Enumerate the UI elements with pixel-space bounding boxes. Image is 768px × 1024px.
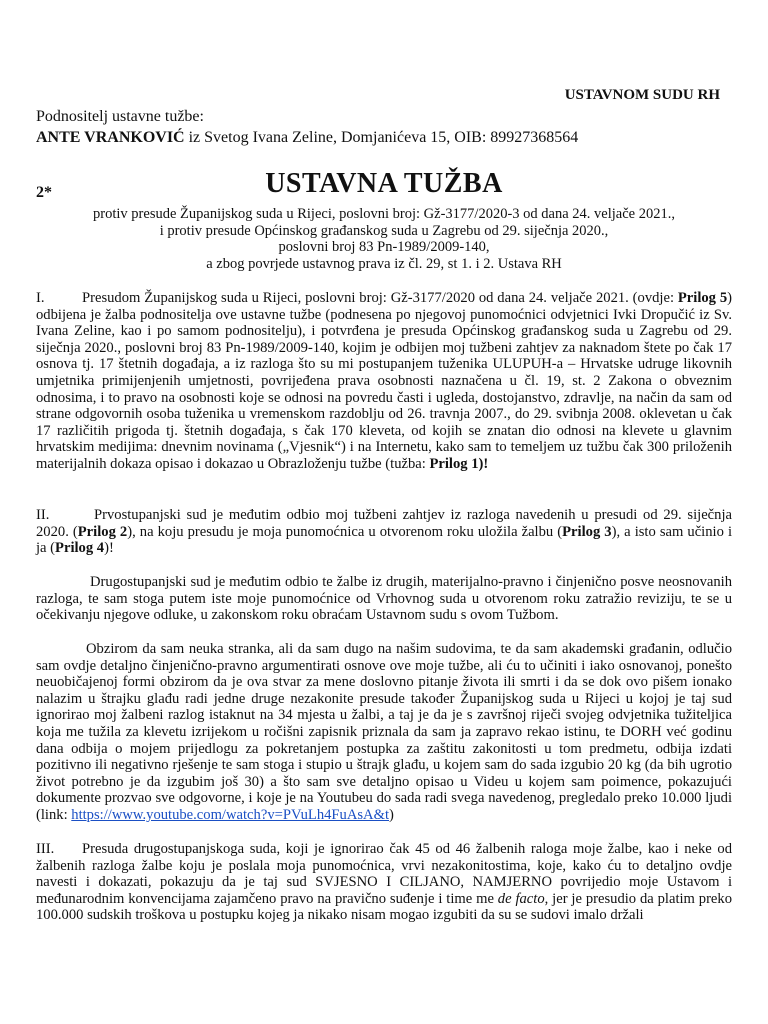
title-subtitle: [0, 206, 768, 272]
paragraph-1-text-a: Presudom Županijskog suda u Rijeci, poslovni broj: Gž-3177/2020 od dana 24. veljače 2021. (ovdje:: [82, 290, 678, 306]
attachment-ref-prilog-5: Prilog 5: [677, 290, 728, 306]
paragraph-2-text-a: Prvostupanjski sud je međutim odbio moj tužbeni zahtjev iz razloga navedenih u presudi od 29. siječnja 2020. (: [36, 507, 732, 540]
paragraph-2-text-b: ), na koju presudu je moja punomoćnica u otvorenom roku uložila žalbu (: [127, 523, 563, 540]
paragraph-4-text: Obzirom da sam neuka stranka, ali da sam dugo na našim sudovima, te da sam akademski građanin, odlučio sam ovdje detaljno činjenično-pravno argumentirati osnove ove moje tužbe, ali ću to učiniti i iako osnovanoj, ponešto neuobičajenoj formi obzirom da je ova stvar za mene doslovno pitanje života ili smrti i da se dok ovo pišem ionako nalazim u štrajku glađu radi jedne druge nezakonite presude također Županijskog suda u Rijeci u kojoj je taj sud ignorirao moj žalbeni razlog istaknut na 34 mjesta u žalbi, a taj je da je s završnoj riječi svojeg odvjetnika tužiteljica koja me tužila za klevetu izrijekom u ročišni zapisnik priznala da sam ja zapravo rekao istinu, te DORH već godinu dana odbija o mojem prijedlogu za pokretanjem postupka za zaštitu zakonitosti u tom predmetu, odbija izdati pozitivno ili negativno rješenje te sam stoga i stupio u štrajk glađu, u kojem sam do sada izgubio 20 kg (da bih ugrotio život potrebno je da izgubim još 30) a što sam sve detaljno opisao u Videu u kojem sam poimence, pokazujući dokumente prozvao sve odgovorne, i koje je na Youtubeu do sada radi svega navedenog, pregledalo preko 10.000 ljudi (link:: [36, 641, 732, 823]
subtitle-line-2: i protiv presude Općinskog građanskog suda u Zagrebu od 29. siječnja 2020.,: [159, 222, 609, 239]
paragraph-1: [36, 290, 732, 473]
section-number-2: II.: [36, 507, 50, 523]
paragraph-5-italic: de facto: [497, 890, 545, 907]
document-marker: 2*: [36, 184, 52, 201]
paragraph-2-text-d: )!: [104, 540, 114, 557]
attachment-ref-prilog-1: Prilog 1: [429, 455, 479, 472]
attachment-ref-prilog-2: Prilog 2: [77, 523, 128, 540]
submitter-address: iz Svetog Ivana Zeline, Domjanićeva 15, OIB: 89927368564: [184, 129, 579, 146]
paragraph-2: [36, 507, 732, 557]
paragraph-4: [36, 641, 732, 824]
submitter-line: [36, 129, 578, 147]
attachment-ref-prilog-3: Prilog 3: [562, 523, 612, 540]
submitter-label: Podnositelj ustavne tužbe:: [36, 108, 204, 125]
submitter-name: ANTE VRANKOVIĆ: [36, 129, 185, 146]
addressee: USTAVNOM SUDU RH: [564, 87, 720, 103]
paragraph-4-text-end: ): [389, 806, 394, 823]
subtitle-line-3: poslovni broj 83 Pn-1989/2009-140,: [278, 239, 490, 255]
subtitle-line-4: a zbog povrjede ustavnog prava iz čl. 29, st 1. i 2. Ustava RH: [206, 255, 562, 272]
paragraph-3-text: Drugostupanjski sud je međutim odbio te žalbe iz drugih, materijalno-pravno i činjenično posve neosnovanih razloga, te sam stoga putem iste moje punomoćnice od Vrhovnog suda u otvorenom roku zatražio reviziju, te se u očekivanju njegove odluke, u zakonskom roku obraćam Ustavnom sudu s ovom Tužbom.: [36, 574, 732, 624]
youtube-link[interactable]: https://www.youtube.com/watch?v=PVuLh4FuAsA&t: [71, 806, 390, 823]
paragraph-5-text-a: Presuda drugostupanjskoga suda, koji je ignorirao čak 45 od 46 žalbenih raloga moje žalbe, kao i neke od žalbenih razloga žalbe koju je poslala moja punomoćnica, vrvi nezakonitostima, koje, kako ću to detaljno ovdje navesti i dokazati, pokazuju da je taj sud SVJESNO I CILJANO, NAMJERNO povrijedio moje Ustavom i međunarodnim konvencijama zajamčeno pravo na pravično suđenje i time me: [36, 841, 732, 907]
subtitle-line-1: protiv presude Županijskog suda u Rijeci, poslovni broj: Gž-3177/2020-3 od dana 24. veljače 2021.,: [93, 206, 675, 222]
paragraph-1-text-b: ) odbijena je žalba podnositelja ove ustavne tužbe (podnesena po njegovoj punomoćnici odvjetnici Ivki Dropučić iz Sv. Ivana Zeline, kao i po samom podnositelju), i potvrđena je presuda Općinskog građanskog suda u Zagrebu od 29. siječnja 2020., poslovni broj 83 Pn-1989/2009-140, kojim je odbijen moj tužbeni zahtjev za naknadom štete po čak 17 osnova tj. 17 štetnih događaja, a iz razloga što su mi postupanjem tuženika ULUPUH-a – Hrvatske udruge likovnih umjetnika primijenjenih umjetnosti, povrijeđena prava osobnosti naznačena u čl. 19, st. 2 Zakona o obveznim odnosima, i to pravo na osobnosti koje se odnosi na povredu časti i ugleda, dostojanstvo, zdravlje, na način da sam od strane odgovornih osoba tuženika u vremenskom razdoblju od 26. travnja 2007., do 29. svibnja 2008. oklevetan u čak 17 različitih prigoda tj. štetnih događaja, s čak 170 kleveta, od kojih se znatan dio odnosi na klevete u glavnim hrvatskim medijima: dnevnim novinama („Vjesnik“) i na Internetu, kako sam to temeljem uz tužbu čak 300 priloženih materijalnih dokaza opisao i dokazao u Obrazloženju tužbe (tužba:: [36, 290, 732, 472]
paragraph-5-text-b: , jer je presudio da platim preko 100.000 sudskih troškova u postupku kojeg ja nikako nisam mogao izgubiti da su se sudovi imalo držali: [36, 890, 733, 924]
attachment-ref-prilog-4: Prilog 4: [55, 540, 105, 557]
document-title: USTAVNA TUŽBA: [265, 168, 503, 199]
paragraph-3: [36, 574, 732, 624]
section-number-1: I.: [36, 290, 45, 306]
section-number-3: III.: [36, 841, 55, 857]
paragraph-2-text-c: ), a isto sam učinio i ja (: [36, 523, 732, 557]
paragraph-1-text-c: )!: [478, 455, 489, 472]
paragraph-5: [36, 841, 732, 924]
